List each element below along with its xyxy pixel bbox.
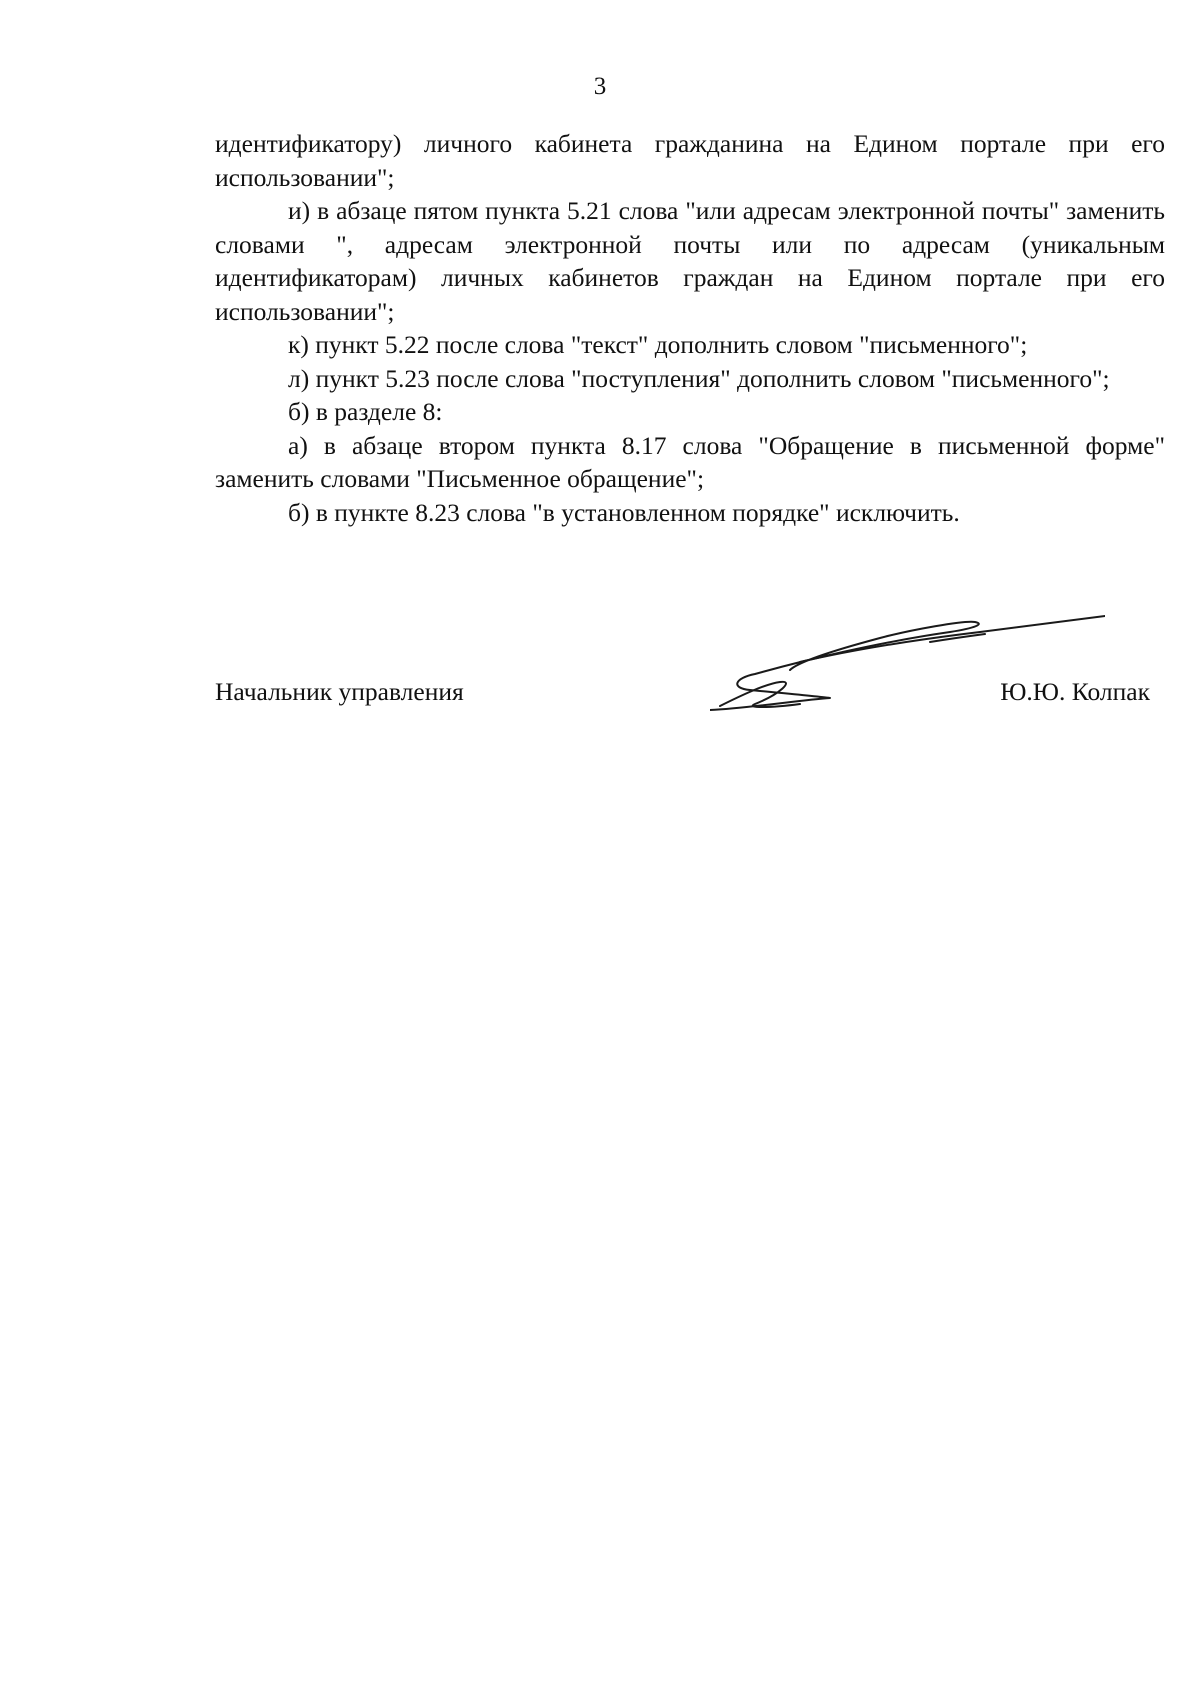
document-body [215, 127, 1165, 529]
signature-block [215, 675, 1150, 715]
page-number: 3 [593, 73, 607, 100]
paragraph-item-b: б) в пункте 8.23 слова "в установленном порядке" исключить. [288, 497, 960, 527]
paragraph-continuation: идентификатору) личного кабинета гражданина на Едином портале при его использовании"; [215, 129, 1165, 192]
signatory-name: Ю.Ю. Колпак [1000, 677, 1150, 706]
signatory-position: Начальник управления [215, 677, 464, 706]
paragraph-item-k: к) пункт 5.22 после слова "текст" дополнить словом "письменного"; [288, 330, 1028, 359]
paragraph-section-8: б) в разделе 8: [288, 397, 443, 426]
paragraph-item-i: и) в абзаце пятом пункта 5.21 слова "или адресам электронной почты" заменить словами ", адресам электронной почты или по адресам (уникальным идентификаторам) личных кабинетов граждан на Едином портале при его использовании"; [215, 196, 1165, 326]
paragraph-item-a: а) в абзаце втором пункта 8.17 слова "Обращение в письменной форме" заменить словами "Письменное обращение"; [215, 430, 1165, 493]
paragraph-item-l: л) пункт 5.23 после слова "поступления" дополнить словом "письменного"; [288, 363, 1110, 393]
